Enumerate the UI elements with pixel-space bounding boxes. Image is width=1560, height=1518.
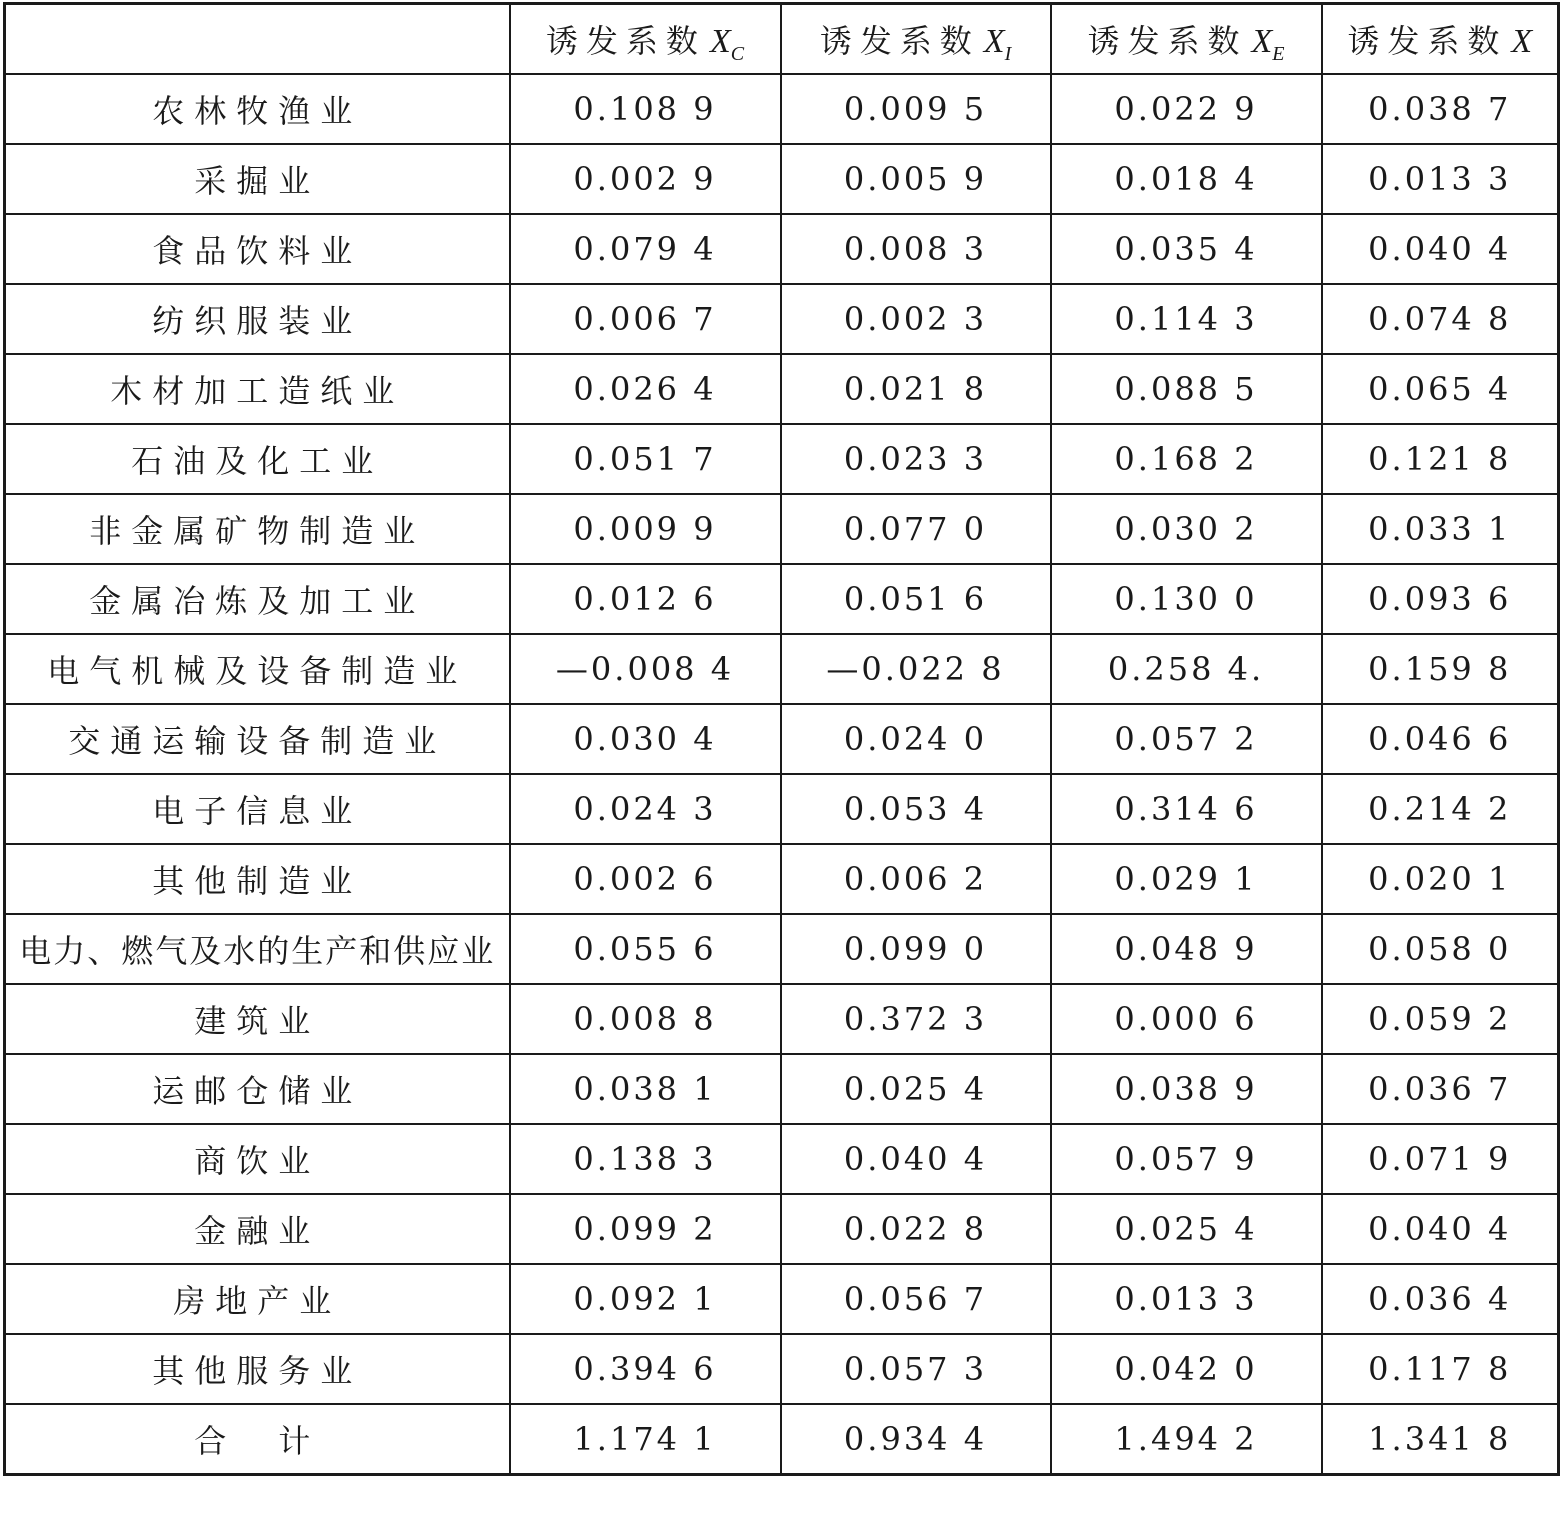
industry-name-cell: 交通运输设备制造业 <box>5 704 510 774</box>
table-row <box>5 564 1559 634</box>
table-row <box>5 424 1559 494</box>
coefficient-xe-cell: 0.029 1 <box>1051 844 1322 914</box>
industry-name-cell: 电力、燃气及水的生产和供应业 <box>5 914 510 984</box>
header-subscript: C <box>730 43 745 65</box>
coefficient-xi-cell: 0.005 9 <box>781 144 1051 214</box>
header-label: 诱发系数 <box>1087 22 1248 60</box>
table-row <box>5 144 1559 214</box>
coefficient-x-cell: 0.058 0 <box>1322 914 1559 984</box>
coefficient-xc-cell: 0.008 8 <box>510 984 781 1054</box>
table-row <box>5 634 1559 704</box>
industry-name-cell: 金属冶炼及加工业 <box>5 564 510 634</box>
coefficient-xc-cell: 0.030 4 <box>510 704 781 774</box>
coefficient-xc-cell: 0.006 7 <box>510 284 781 354</box>
table-row <box>5 1054 1559 1124</box>
coefficient-xc-cell: 0.024 3 <box>510 774 781 844</box>
coefficient-xc-cell: —0.008 4 <box>510 634 781 704</box>
header-row <box>5 4 1559 75</box>
coefficient-xe-cell: 0.035 4 <box>1051 214 1322 284</box>
table-row <box>5 354 1559 424</box>
coefficient-xi-cell: 0.025 4 <box>781 1054 1051 1124</box>
coefficient-xi-cell: 0.056 7 <box>781 1264 1051 1334</box>
coefficient-xi-cell: 0.009 5 <box>781 74 1051 144</box>
coefficient-xe-cell: 0.018 4 <box>1051 144 1322 214</box>
table-row <box>5 214 1559 284</box>
industry-name-cell: 非金属矿物制造业 <box>5 494 510 564</box>
industry-name-cell: 金融业 <box>5 1194 510 1264</box>
header-symbol: X <box>983 23 1005 60</box>
coefficient-xe-cell: 0.088 5 <box>1051 354 1322 424</box>
table-row <box>5 284 1559 354</box>
coefficient-xc-cell: 0.002 6 <box>510 844 781 914</box>
coefficient-xi-cell: 0.006 2 <box>781 844 1051 914</box>
header-symbol: X <box>1511 23 1533 60</box>
coefficient-xc-cell: 0.051 7 <box>510 424 781 494</box>
coefficient-x-cell: 0.040 4 <box>1322 214 1559 284</box>
coefficient-x-cell: 0.020 1 <box>1322 844 1559 914</box>
industry-name-cell: 房地产业 <box>5 1264 510 1334</box>
coefficient-xi-cell: 0.372 3 <box>781 984 1051 1054</box>
industry-name-cell: 建筑业 <box>5 984 510 1054</box>
coefficient-x-cell: 0.121 8 <box>1322 424 1559 494</box>
coefficient-xi-cell: 0.053 4 <box>781 774 1051 844</box>
table-row <box>5 984 1559 1054</box>
table-row <box>5 704 1559 774</box>
industry-name-cell: 采掘业 <box>5 144 510 214</box>
industry-name-cell: 石油及化工业 <box>5 424 510 494</box>
coefficient-x-cell: 0.033 1 <box>1322 494 1559 564</box>
coefficient-x-cell: 1.341 8 <box>1322 1404 1559 1475</box>
coefficient-xe-cell: 0.038 9 <box>1051 1054 1322 1124</box>
header-empty-cell <box>5 4 510 75</box>
table-row <box>5 74 1559 144</box>
coefficient-x-cell: 0.074 8 <box>1322 284 1559 354</box>
coefficient-xc-cell: 0.079 4 <box>510 214 781 284</box>
coefficient-xe-cell: 0.048 9 <box>1051 914 1322 984</box>
coefficient-xe-cell: 0.130 0 <box>1051 564 1322 634</box>
coefficient-xc-cell: 0.009 9 <box>510 494 781 564</box>
coefficient-x-cell: 0.036 7 <box>1322 1054 1559 1124</box>
table-row <box>5 1334 1559 1404</box>
coefficient-xe-cell: 1.494 2 <box>1051 1404 1322 1475</box>
coefficient-xe-cell: 0.314 6 <box>1051 774 1322 844</box>
industry-name-cell: 其他服务业 <box>5 1334 510 1404</box>
coefficient-x-cell: 0.065 4 <box>1322 354 1559 424</box>
coefficient-xc-cell: 0.038 1 <box>510 1054 781 1124</box>
header-xc <box>510 4 781 75</box>
industry-name-cell: 食品饮料业 <box>5 214 510 284</box>
header-x <box>1322 4 1559 75</box>
coefficient-xc-cell: 0.138 3 <box>510 1124 781 1194</box>
coefficient-x-cell: 0.038 7 <box>1322 74 1559 144</box>
industry-name-cell: 运邮仓储业 <box>5 1054 510 1124</box>
coefficient-xi-cell: 0.022 8 <box>781 1194 1051 1264</box>
table-body <box>5 74 1559 1475</box>
coefficient-xi-cell: 0.008 3 <box>781 214 1051 284</box>
header-symbol: X <box>1251 23 1273 60</box>
table-row <box>5 774 1559 844</box>
header-label: 诱发系数 <box>1347 22 1508 60</box>
coefficient-xe-cell: 0.025 4 <box>1051 1194 1322 1264</box>
table-row <box>5 1194 1559 1264</box>
coefficient-xe-cell: 0.057 9 <box>1051 1124 1322 1194</box>
coefficient-xi-cell: 0.024 0 <box>781 704 1051 774</box>
industry-name-cell: 木材加工造纸业 <box>5 354 510 424</box>
header-symbol: X <box>709 23 731 60</box>
industry-name-cell: 商饮业 <box>5 1124 510 1194</box>
coefficient-x-cell: 0.036 4 <box>1322 1264 1559 1334</box>
coefficient-xe-cell: 0.042 0 <box>1051 1334 1322 1404</box>
table-row <box>5 914 1559 984</box>
coefficient-x-cell: 0.059 2 <box>1322 984 1559 1054</box>
header-xi <box>781 4 1051 75</box>
coefficient-xi-cell: 0.051 6 <box>781 564 1051 634</box>
coefficient-xe-cell: 0.022 9 <box>1051 74 1322 144</box>
coefficient-xi-cell: 0.023 3 <box>781 424 1051 494</box>
coefficient-xe-cell: 0.114 3 <box>1051 284 1322 354</box>
coefficient-xc-cell: 0.394 6 <box>510 1334 781 1404</box>
coefficient-xi-cell: 0.002 3 <box>781 284 1051 354</box>
coefficient-xi-cell: 0.057 3 <box>781 1334 1051 1404</box>
coefficient-xc-cell: 1.174 1 <box>510 1404 781 1475</box>
table-row <box>5 494 1559 564</box>
coefficient-x-cell: 0.013 3 <box>1322 144 1559 214</box>
table-row <box>5 1264 1559 1334</box>
coefficient-xc-cell: 0.099 2 <box>510 1194 781 1264</box>
coefficient-x-cell: 0.159 8 <box>1322 634 1559 704</box>
industry-name-cell: 电气机械及设备制造业 <box>5 634 510 704</box>
industry-name-cell: 合 计 <box>5 1404 510 1475</box>
industry-name-cell: 农林牧渔业 <box>5 74 510 144</box>
header-label: 诱发系数 <box>819 22 980 60</box>
header-subscript: I <box>1004 43 1012 65</box>
coefficient-xe-cell: 0.030 2 <box>1051 494 1322 564</box>
coefficient-x-cell: 0.093 6 <box>1322 564 1559 634</box>
coefficient-x-cell: 0.214 2 <box>1322 774 1559 844</box>
coefficient-xi-cell: 0.040 4 <box>781 1124 1051 1194</box>
coefficient-x-cell: 0.046 6 <box>1322 704 1559 774</box>
industry-name-cell: 纺织服装业 <box>5 284 510 354</box>
coefficient-xe-cell: 0.057 2 <box>1051 704 1322 774</box>
coefficient-xi-cell: 0.934 4 <box>781 1404 1051 1475</box>
coefficient-xe-cell: 0.013 3 <box>1051 1264 1322 1334</box>
industry-name-cell: 电子信息业 <box>5 774 510 844</box>
header-subscript: E <box>1272 43 1285 65</box>
coefficient-xe-cell: 0.000 6 <box>1051 984 1322 1054</box>
coefficient-xc-cell: 0.002 9 <box>510 144 781 214</box>
table-row <box>5 1124 1559 1194</box>
header-label: 诱发系数 <box>545 22 706 60</box>
coefficient-xe-cell: 0.168 2 <box>1051 424 1322 494</box>
coefficient-xe-cell: 0.258 4. <box>1051 634 1322 704</box>
coefficient-xi-cell: 0.021 8 <box>781 354 1051 424</box>
coefficient-xi-cell: 0.099 0 <box>781 914 1051 984</box>
coefficient-xi-cell: 0.077 0 <box>781 494 1051 564</box>
industry-name-cell: 其他制造业 <box>5 844 510 914</box>
coefficient-xc-cell: 0.055 6 <box>510 914 781 984</box>
coefficient-x-cell: 0.040 4 <box>1322 1194 1559 1264</box>
coefficient-xc-cell: 0.012 6 <box>510 564 781 634</box>
coefficient-xc-cell: 0.092 1 <box>510 1264 781 1334</box>
coefficient-x-cell: 0.117 8 <box>1322 1334 1559 1404</box>
header-xe <box>1051 4 1322 75</box>
table-row <box>5 1404 1559 1475</box>
coefficient-xi-cell: —0.022 8 <box>781 634 1051 704</box>
coefficient-xc-cell: 0.108 9 <box>510 74 781 144</box>
coefficient-xc-cell: 0.026 4 <box>510 354 781 424</box>
coefficient-x-cell: 0.071 9 <box>1322 1124 1559 1194</box>
table-row <box>5 844 1559 914</box>
coefficient-table <box>3 2 1560 1476</box>
